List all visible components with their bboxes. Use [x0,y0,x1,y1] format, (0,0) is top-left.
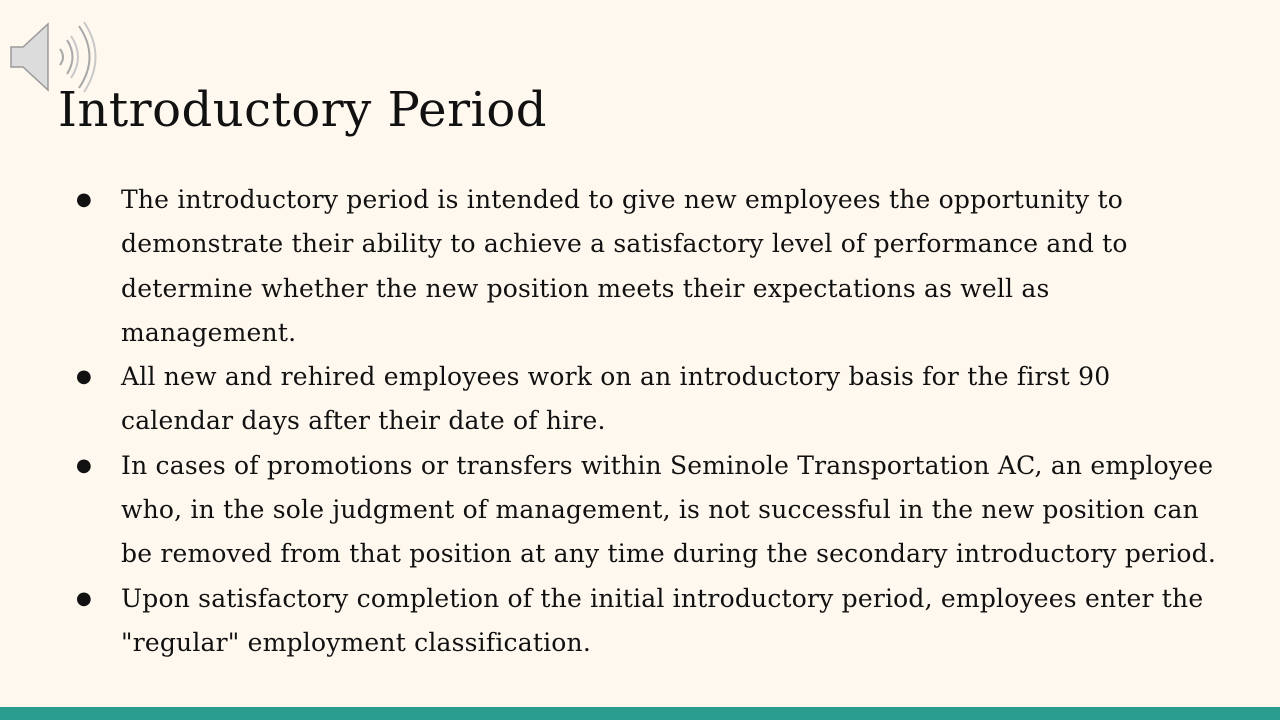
accent-bar [0,707,1280,720]
bullet-list [70,178,1230,665]
bullet-item [70,444,1230,577]
bullet-item [70,178,1230,355]
bullet-marker: ● [76,454,92,476]
bullet-marker: ● [76,587,92,609]
bullet-item [70,577,1230,666]
bullet-marker: ● [76,366,92,388]
slide-title: Introductory Period [58,82,548,138]
bullet-text: Upon satisfactory completion of the initial introductory period, employees enter the "regular" employment classification. [121,583,1204,657]
bullet-item [70,355,1230,444]
bullet-text: In cases of promotions or transfers within Seminole Transportation AC, an employee who, in the sole judgment of management, is not successful in the new position can be removed from that position at any time during the secondary introductory period. [121,450,1216,569]
bullet-text: All new and rehired employees work on an introductory basis for the first 90 calendar days after their date of hire. [121,362,1111,436]
bullet-text: The introductory period is intended to give new employees the opportunity to demonstrate their ability to achieve a satisfactory level of performance and to determine whether the new position meets their expectations as well as management. [121,185,1128,347]
bullet-marker: ● [76,189,92,210]
